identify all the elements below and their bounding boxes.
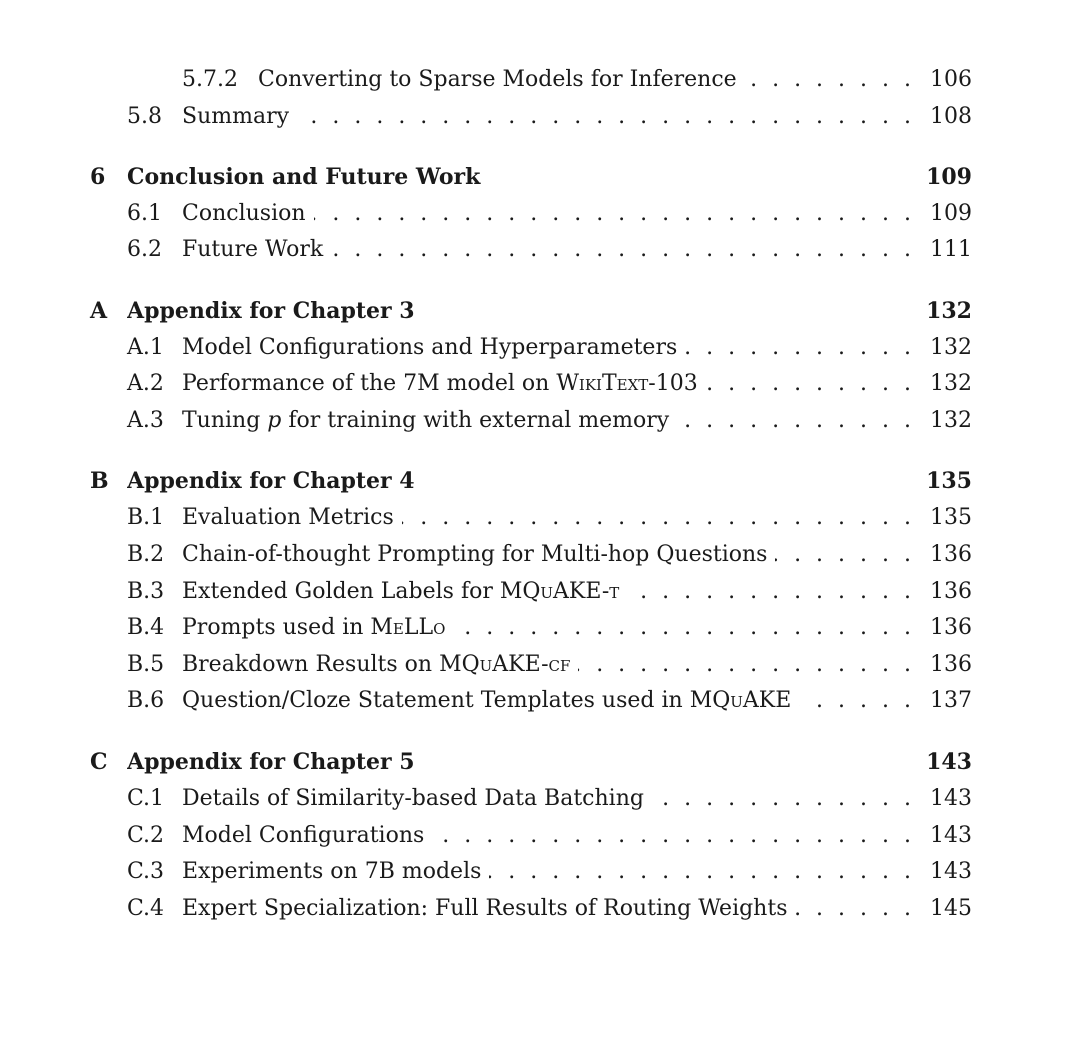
- chapter-number: 6: [90, 164, 106, 190]
- toc-entry-b-5[interactable]: [0, 647, 1080, 683]
- section-number: B.3: [127, 579, 165, 604]
- page-number: 109: [926, 164, 972, 190]
- toc-chapter-b[interactable]: [0, 463, 1080, 499]
- toc-entry-c-2[interactable]: [0, 818, 1080, 854]
- section-title: Future Work . . .: [182, 232, 915, 268]
- section-title: Model Configurations and Hyperparameters . . .: [182, 330, 915, 366]
- section-number: B.1: [127, 505, 165, 530]
- toc-entry-b-3[interactable]: [0, 574, 1080, 610]
- toc-entry-b-1[interactable]: [0, 500, 1080, 536]
- section-title: Expert Specialization: Full Results of Routing Weights . . .: [182, 891, 915, 927]
- section-number: C.2: [127, 823, 165, 848]
- page-number: 136: [930, 615, 972, 640]
- toc-chapter-a[interactable]: [0, 293, 1080, 329]
- chapter-title: Appendix for Chapter 5: [127, 744, 915, 780]
- chapter-title: Appendix for Chapter 4: [127, 463, 915, 499]
- chapter-title: Conclusion and Future Work: [127, 159, 915, 195]
- page-number: 143: [926, 749, 972, 775]
- page-number: 108: [930, 104, 972, 129]
- page-number: 109: [930, 201, 972, 226]
- page-number: 136: [930, 652, 972, 677]
- chapter-number: A: [90, 298, 108, 324]
- section-title: Experiments on 7B models . . .: [182, 854, 915, 890]
- toc-entry-b-6[interactable]: [0, 683, 1080, 719]
- section-title: Details of Similarity-based Data Batching . . .: [182, 781, 915, 817]
- chapter-title: Appendix for Chapter 3: [127, 293, 915, 329]
- section-number: C.3: [127, 859, 165, 884]
- mquake-name: MQuAKE-t: [499, 579, 620, 604]
- toc-entry-a-2[interactable]: [0, 366, 1080, 402]
- toc-entry-b-4[interactable]: [0, 610, 1080, 646]
- toc-entry-c-1[interactable]: [0, 781, 1080, 817]
- section-number: A.2: [127, 371, 164, 396]
- page-number: 132: [926, 298, 972, 324]
- section-number: B.5: [127, 652, 165, 677]
- page-number: 132: [930, 408, 972, 433]
- section-number: 6.2: [127, 237, 162, 262]
- page-number: 106: [930, 67, 972, 92]
- toc-entry-5-7-2[interactable]: [0, 62, 1080, 98]
- toc-entry-5-8[interactable]: [0, 99, 1080, 135]
- section-title: Model Configurations . . .: [182, 818, 915, 854]
- section-title: Converting to Sparse Models for Inference . . .: [258, 62, 915, 98]
- section-number: B.4: [127, 615, 165, 640]
- section-number: 5.7.2: [182, 67, 238, 92]
- toc-entry-a-1[interactable]: [0, 330, 1080, 366]
- section-title: Conclusion . . .: [182, 196, 915, 232]
- section-number: A.3: [127, 408, 164, 433]
- section-title: Summary . . .: [182, 99, 915, 135]
- section-number: 5.8: [127, 104, 162, 129]
- page-number: 137: [930, 688, 972, 713]
- section-title: Performance of the 7M model on WikiText-103 . . .: [182, 366, 915, 402]
- page-number: 135: [930, 505, 972, 530]
- mquake-name: MQuAKE: [689, 688, 792, 713]
- page-number: 145: [930, 896, 972, 921]
- toc-entry-a-3[interactable]: [0, 403, 1080, 439]
- toc-entry-6-1[interactable]: [0, 196, 1080, 232]
- page-number: 111: [930, 237, 972, 262]
- section-title: Chain-of-thought Prompting for Multi-hop Questions . . .: [182, 537, 915, 573]
- page-number: 143: [930, 859, 972, 884]
- page-number: 132: [930, 371, 972, 396]
- mquake-name: MQuAKE-cf: [439, 652, 571, 677]
- page-number: 136: [930, 579, 972, 604]
- toc-entry-6-2[interactable]: [0, 232, 1080, 268]
- section-number: B.2: [127, 542, 165, 567]
- chapter-number: B: [90, 468, 109, 494]
- section-title: Evaluation Metrics . . .: [182, 500, 915, 536]
- page-number: 132: [930, 335, 972, 360]
- toc-chapter-6[interactable]: [0, 159, 1080, 195]
- page-number: 143: [930, 823, 972, 848]
- toc-entry-c-3[interactable]: [0, 854, 1080, 890]
- page-number: 135: [926, 468, 972, 494]
- section-number: C.4: [127, 896, 165, 921]
- section-number: 6.1: [127, 201, 162, 226]
- toc-entry-c-4[interactable]: [0, 891, 1080, 927]
- page-number: 143: [930, 786, 972, 811]
- page-number: 136: [930, 542, 972, 567]
- section-title: Question/Cloze Statement Templates used in MQuAKE . . .: [182, 683, 915, 719]
- section-title: Breakdown Results on MQuAKE-cf . . .: [182, 647, 915, 683]
- chapter-number: C: [90, 749, 108, 775]
- section-title: Extended Golden Labels for MQuAKE-t . . .: [182, 574, 915, 610]
- wikitext-name: WikiText-103: [556, 371, 698, 396]
- mello-name: MeLLo: [370, 615, 446, 640]
- toc-entry-b-2[interactable]: [0, 537, 1080, 573]
- section-number: A.1: [127, 335, 164, 360]
- section-title: Tuning p for training with external memory . . .: [182, 403, 915, 439]
- section-number: B.6: [127, 688, 165, 713]
- section-number: C.1: [127, 786, 165, 811]
- toc-chapter-c[interactable]: [0, 744, 1080, 780]
- section-title: Prompts used in MeLLo . . .: [182, 610, 915, 646]
